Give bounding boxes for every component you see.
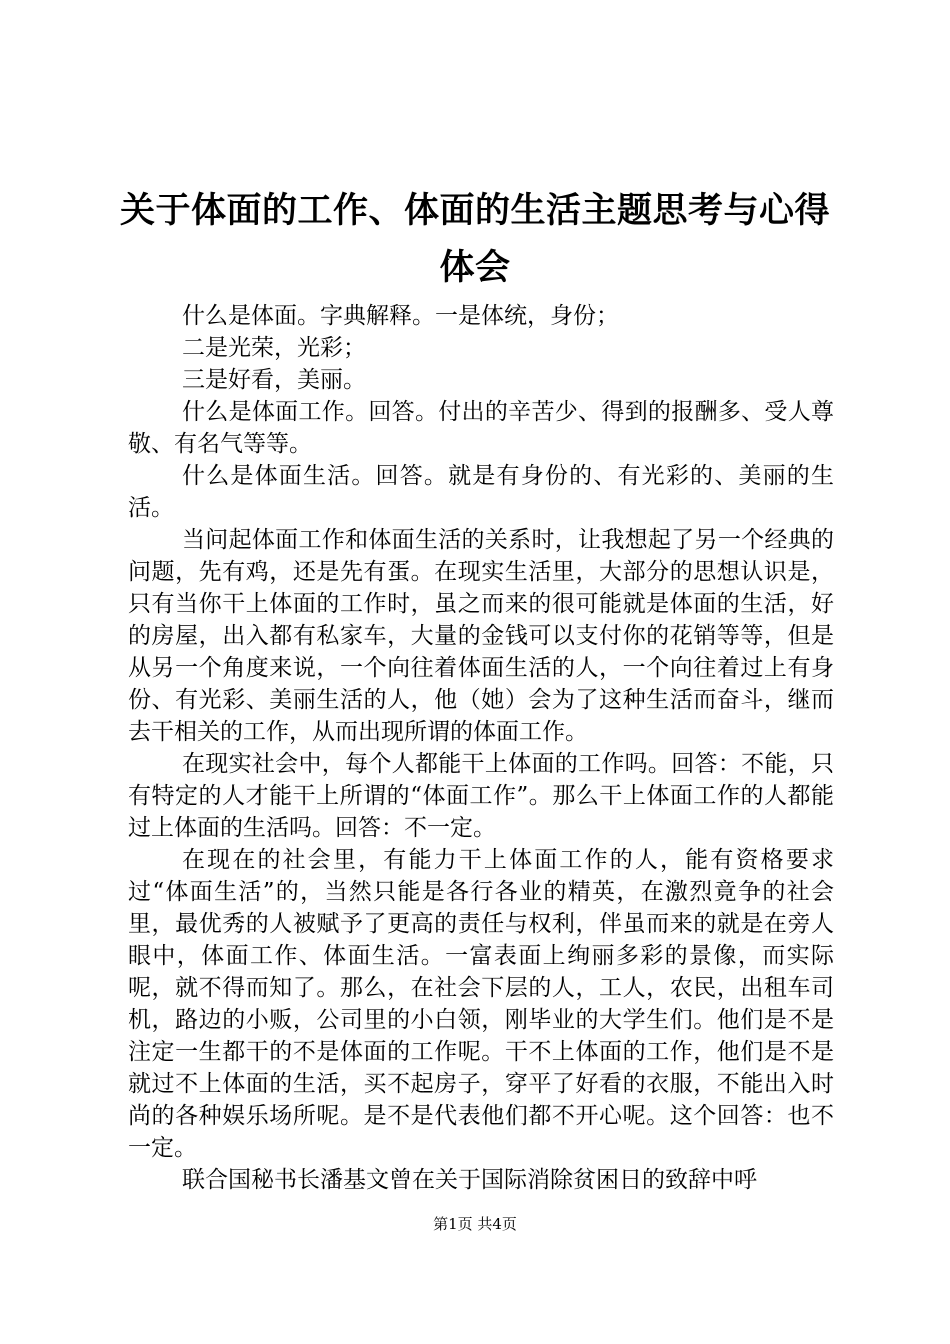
- paragraph: 当问起体面工作和体面生活的关系时，让我想起了另一个经典的问题，先有鸡，还是先有蛋。在现实生活里，大部分的思想认识是，只有当你干上体面的工作时，虽之而来的很可能就是体面的生活，好的房屋，出入都有私家车，大量的金钱可以支付你的花销等等，但是从另一个角度来说，一个向往着体面生活的人，一个向往着过上有身份、有光彩、美丽生活的人，他（她）会为了这种生活而奋斗，继而去干相关的工作，从而出现所谓的体面工作。: [128, 527, 834, 745]
- paragraph: 三是好看，美丽。: [182, 367, 366, 393]
- paragraph: 什么是体面。字典解释。一是体统，身份；: [182, 303, 619, 329]
- paragraph: 二是光荣，光彩；: [182, 335, 366, 361]
- document-body: [128, 300, 834, 1196]
- paragraph: 什么是体面生活。回答。就是有身份的、有光彩的、美丽的生活。: [128, 463, 834, 521]
- page-footer: 第1页 共4页: [433, 1215, 517, 1233]
- paragraph: 联合国秘书长潘基文曾在关于国际消除贫困日的致辞中呼: [182, 1167, 757, 1193]
- paragraph: 在现在的社会里，有能力干上体面工作的人，能有资格要求过“体面生活”的，当然只能是各行各业的精英，在激烈竟争的社会里，最优秀的人被赋予了更高的责任与权利，伴虽而来的就是在旁人眼中，体面工作、体面生活。一富表面上绚丽多彩的景像，而实际呢，就不得而知了。那么，在社会下层的人，工人，农民，出租车司机，路边的小贩，公司里的小白领，刚毕业的大学生们。他们是不是注定一生都干的不是体面的工作呢。干不上体面的工作，他们是不是就过不上体面的生活，买不起房子，穿平了好看的衣服，不能出入时尚的各种娱乐场所呢。是不是代表他们都不开心呢。这个回答：也不一定。: [128, 847, 834, 1161]
- paragraph: 什么是体面工作。回答。付出的辛苦少、得到的报酬多、受人尊敬、有名气等等。: [128, 399, 834, 457]
- document-title-line-2: 体会: [439, 248, 511, 288]
- paragraph: 在现实社会中，每个人都能干上体面的工作吗。回答：不能，只有特定的人才能干上所谓的“体面工作”。那么干上体面工作的人都能过上体面的生活吗。回答：不一定。: [128, 751, 834, 841]
- document-title-line-1: 关于体面的工作、体面的生活主题思考与心得: [119, 191, 830, 231]
